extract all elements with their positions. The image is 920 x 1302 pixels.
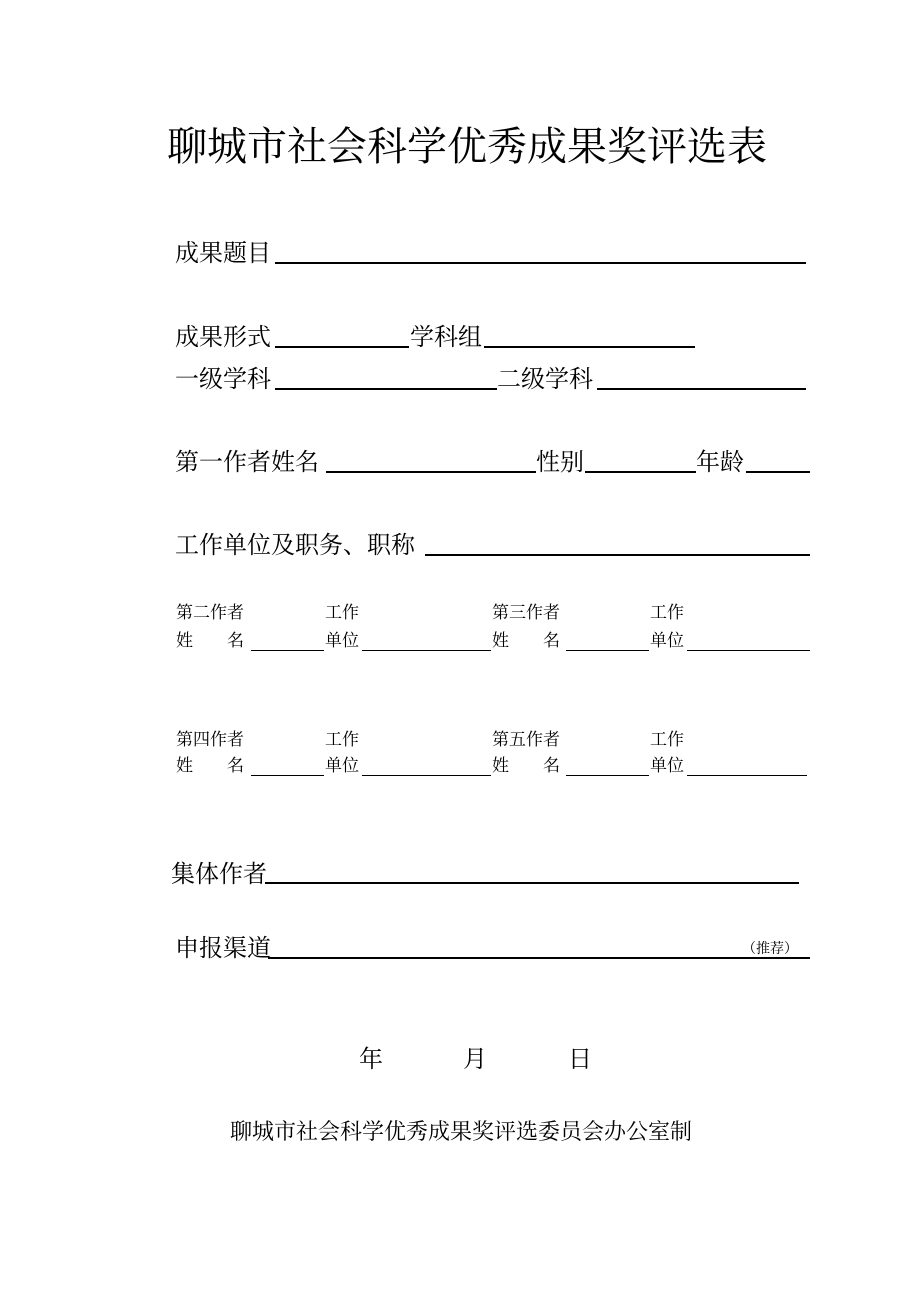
fifth-author-name-field[interactable] (566, 775, 649, 776)
primary-subject-field[interactable] (275, 388, 497, 390)
gender-field[interactable] (585, 471, 696, 473)
fifth-author-name-label: 姓 名 (492, 756, 560, 776)
fourth-author-work-label: 工作 (325, 730, 359, 750)
age-field[interactable] (746, 471, 810, 473)
page-title: 聊城市社会科学优秀成果奖评选表 (167, 124, 767, 170)
fourth-author-name-field[interactable] (251, 775, 324, 776)
fourth-author-unit-label: 单位 (325, 756, 359, 776)
declare-channel-field[interactable] (268, 957, 810, 959)
fourth-author-name-label: 姓 名 (176, 756, 244, 776)
third-author-label: 第三作者 (492, 603, 560, 623)
work-unit-label: 工作单位及职务、职称 (175, 531, 415, 559)
second-author-unit-field[interactable] (362, 650, 491, 651)
subject-group-field[interactable] (484, 346, 695, 348)
date-day-label: 日 (568, 1045, 592, 1073)
second-author-label: 第二作者 (176, 603, 244, 623)
third-author-name-label: 姓 名 (492, 631, 560, 651)
first-author-field[interactable] (326, 471, 536, 473)
work-unit-field[interactable] (425, 554, 810, 556)
third-author-name-field[interactable] (566, 650, 649, 651)
second-author-name-field[interactable] (251, 650, 324, 651)
fourth-author-unit-field[interactable] (362, 775, 491, 776)
third-author-work-label: 工作 (650, 603, 684, 623)
form-label: 成果形式 (175, 323, 271, 351)
fourth-author-label: 第四作者 (176, 730, 244, 750)
footer-issuer: 聊城市社会科学优秀成果奖评选委员会办公室制 (230, 1120, 693, 1145)
topic-field[interactable] (275, 262, 806, 264)
second-author-name-label: 姓 名 (176, 631, 244, 651)
recommend-note: （推荐） (742, 941, 798, 957)
collective-author-label: 集体作者 (171, 860, 267, 888)
fifth-author-work-label: 工作 (650, 730, 684, 750)
form-field[interactable] (275, 346, 409, 348)
third-author-unit-label: 单位 (650, 631, 684, 651)
date-year-label: 年 (359, 1045, 383, 1073)
first-author-label: 第一作者姓名 (175, 448, 319, 476)
secondary-subject-field[interactable] (597, 388, 806, 390)
second-author-work-label: 工作 (325, 603, 359, 623)
fifth-author-unit-label: 单位 (650, 756, 684, 776)
second-author-unit-label: 单位 (325, 631, 359, 651)
primary-subject-label: 一级学科 (175, 365, 271, 393)
third-author-unit-field[interactable] (687, 650, 810, 651)
declare-channel-label: 申报渠道 (175, 934, 271, 962)
age-label: 年龄 (696, 448, 744, 476)
date-month-label: 月 (463, 1045, 487, 1073)
topic-label: 成果题目 (175, 239, 271, 267)
subject-group-label: 学科组 (410, 323, 482, 351)
fifth-author-unit-field[interactable] (687, 775, 807, 776)
secondary-subject-label: 二级学科 (497, 365, 593, 393)
fifth-author-label: 第五作者 (492, 730, 560, 750)
collective-author-field[interactable] (265, 882, 799, 884)
gender-label: 性别 (536, 448, 584, 476)
